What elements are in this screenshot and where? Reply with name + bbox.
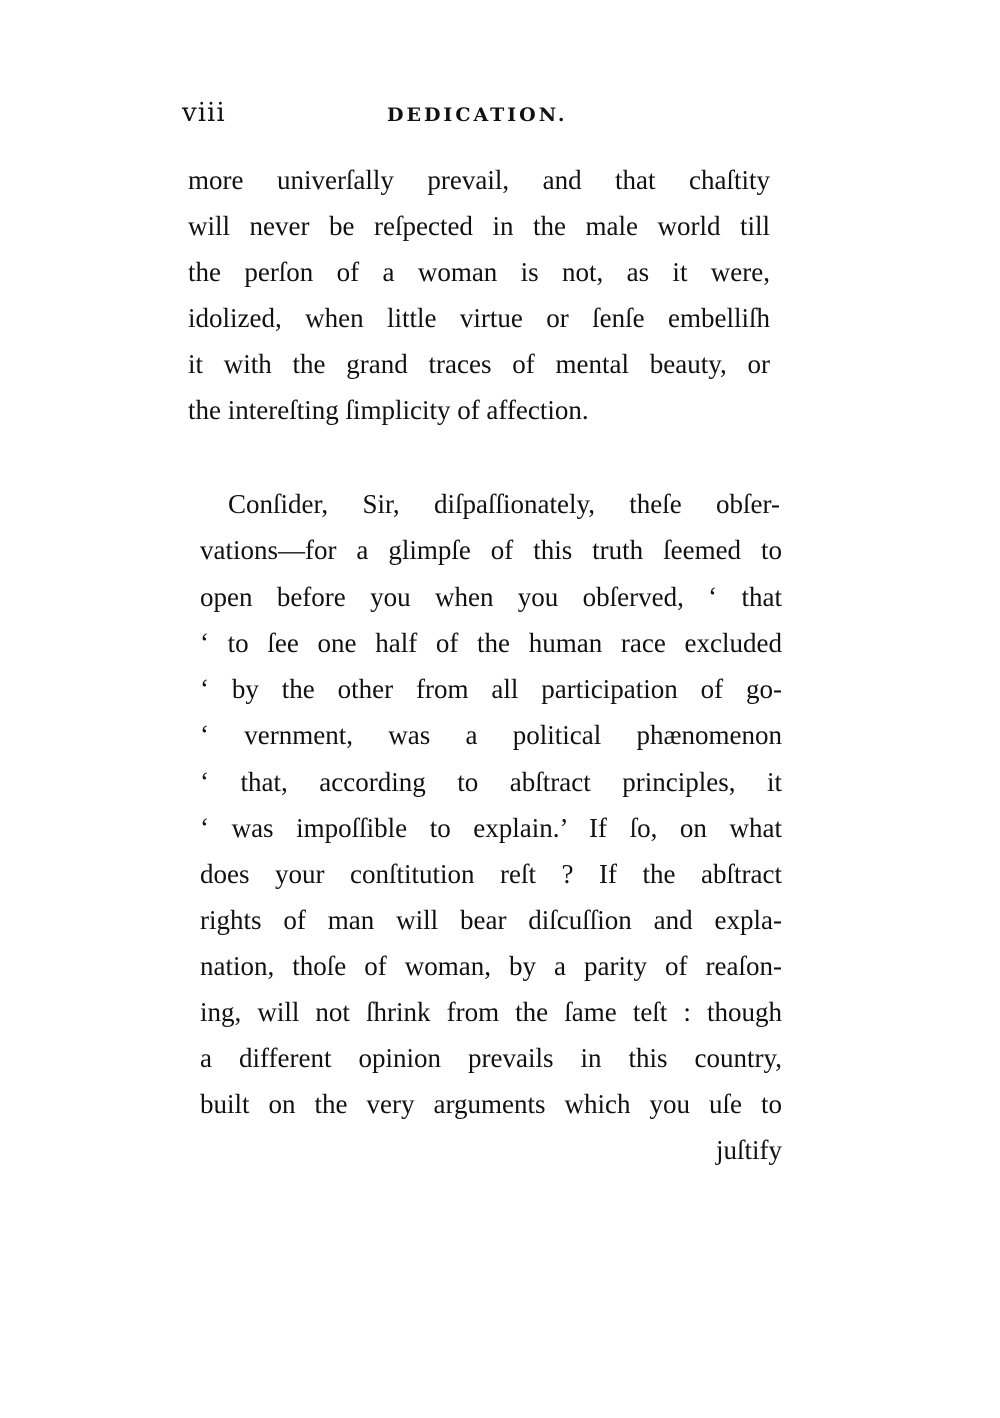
text-line: Conſider, Sir, diſpaſſionately, theſe obſer- bbox=[228, 489, 780, 519]
text-line: ing, will not ſhrink from the ſame teſt : though bbox=[200, 997, 782, 1027]
text-line: nation, thoſe of woman, by a parity of reaſon- bbox=[200, 951, 782, 981]
text-line: open before you when you obſerved, ‘ that bbox=[200, 582, 782, 612]
text-line: the intereſting ſimplicity of affection. bbox=[188, 395, 589, 425]
text-line: ‘ was impoſſible to explain.’ If ſo, on what bbox=[200, 813, 782, 843]
text-line: idolized, when little virtue or ſenſe embelliſh bbox=[188, 303, 770, 333]
text-line: rights of man will bear diſcuſſion and expla- bbox=[200, 905, 782, 935]
page-number: viii bbox=[182, 98, 226, 128]
text-line: ‘ to ſee one half of the human race excluded bbox=[200, 628, 782, 658]
text-line: the perſon of a woman is not, as it were, bbox=[188, 257, 770, 287]
text-line: will never be reſpected in the male world till bbox=[188, 211, 770, 241]
text-line: ‘ that, according to abſtract principles, it bbox=[200, 767, 782, 797]
text-line: does your conſtitution reſt ? If the abſtract bbox=[200, 859, 782, 889]
text-line: vations—for a glimpſe of this truth ſeemed to bbox=[200, 535, 782, 565]
text-line: built on the very arguments which you uſe to bbox=[200, 1089, 782, 1119]
running-head bbox=[182, 98, 782, 138]
text-line: ‘ vernment, was a political phænomenon bbox=[200, 720, 782, 750]
text-line: more univerſally prevail, and that chaſtity bbox=[188, 165, 770, 195]
text-line: ‘ by the other from all participation of go- bbox=[200, 674, 782, 704]
text-line: a different opinion prevails in this country, bbox=[200, 1043, 782, 1073]
text-line: it with the grand traces of mental beauty, or bbox=[188, 349, 770, 379]
header-title: DEDICATION. bbox=[387, 104, 568, 126]
catchword: juſtify bbox=[716, 1135, 782, 1165]
